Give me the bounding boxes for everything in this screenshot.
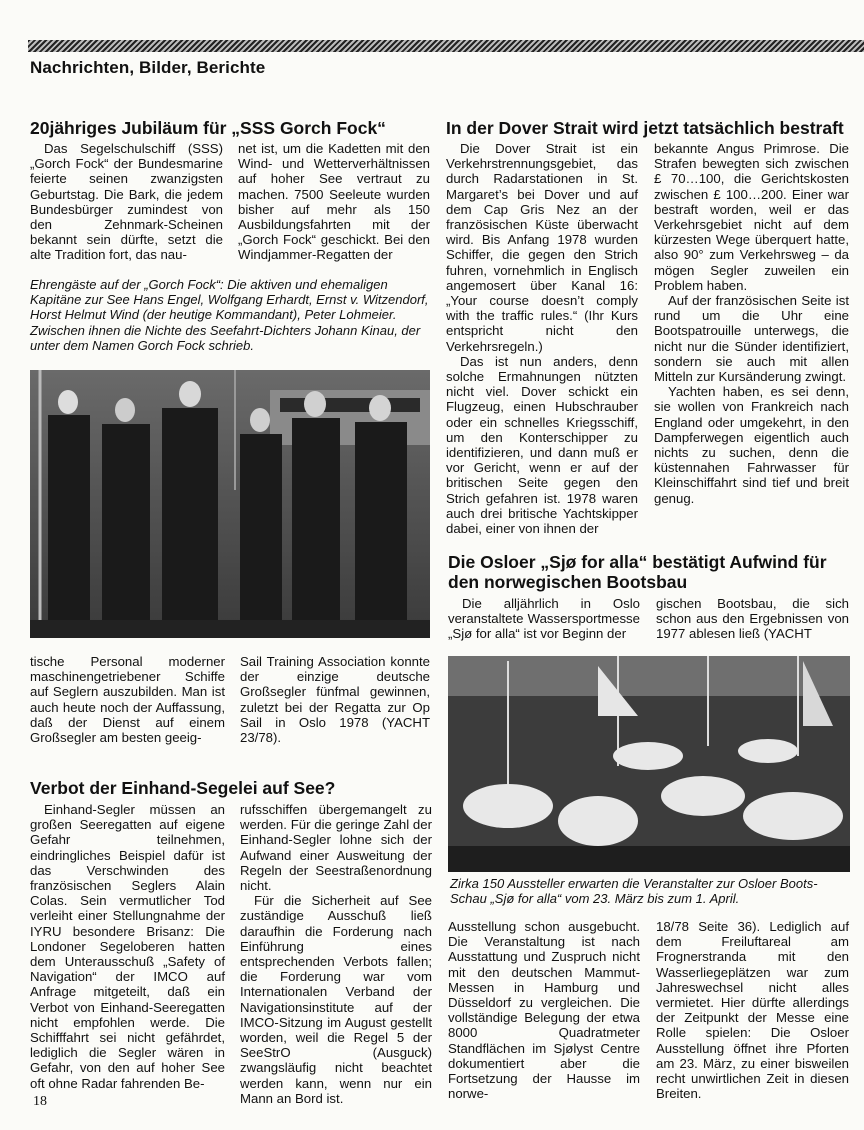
paragraph: Das ist nun anders, denn solche Ermahnungen nützten nicht viel. Dover schickt ein Flugzeug, einen Hubschrauber oder ein schnelles Kriegsschiff, um den Konterschipper zu identifizieren, und dann muß er vor Gericht, wenn er auf der britischen Seite gegen den Strich gefahren ist. 1978 waren auch drei britische Yachtskipper dabei, einer von ihnen der	[446, 353, 638, 537]
gorch-fock-col1-cont	[30, 654, 225, 745]
group-photo-illustration	[30, 370, 430, 638]
headline-einhand: Verbot der Einhand-Segelei auf See?	[30, 778, 336, 798]
oslo-col1-cont	[448, 919, 640, 1101]
boat-show-illustration	[448, 656, 850, 872]
paragraph: Yachten haben, es sei denn, sie wollen von Frankreich nach England oder umgekehrt, in den Dampferwegen eigentlich auch nichts zu suchen, denn die küstennahen Fahrwasser für Kleinschiffahrt sind tief und breit genug.	[654, 384, 849, 506]
gorch-fock-col2-cont	[240, 654, 430, 745]
page-number: 18	[33, 1094, 47, 1109]
oslo-photo	[448, 656, 850, 872]
gorch-fock-col2	[238, 141, 430, 263]
oslo-col1	[448, 596, 640, 642]
paragraph: Auf der französischen Seite ist rund um die Uhr eine Bootspatrouille unterwegs, die nicht nur die Sünder identifiziert, sondern sie auch mit allen Mitteln zur Kursänderung zwingt.	[654, 293, 849, 385]
paragraph: gischen Bootsbau, die sich schon aus den Ergebnissen von 1977 ablesen ließ (YACHT	[656, 596, 849, 642]
einhand-col2	[240, 802, 432, 1106]
dover-col1	[446, 141, 638, 536]
paragraph: Sail Training Association konnte der einzige deutsche Großsegler fünfmal gewinnen, zuletzt bei der Regatta zur Op Sail in Oslo 1978 (YACHT 23/78).	[240, 654, 430, 746]
dover-col2	[654, 141, 849, 506]
headline-gorch-fock: 20jähriges Jubiläum für „SSS Gorch Fock“	[30, 118, 386, 138]
section-title: Nachrichten, Bilder, Berichte	[30, 58, 266, 77]
header-rule	[28, 40, 864, 52]
einhand-col1	[30, 802, 225, 1091]
oslo-col2	[656, 596, 849, 642]
gorch-fock-caption: Ehrengäste auf der „Gorch Fock“: Die aktiven und ehemaligen Kapitäne zur See Hans Engel, Wolfgang Erhardt, Ernst v. Witzendorf, Horst Helmut Wind (der heutige Kommandant), Peter Lohmeier. Zwischen ihnen die Nichte des Seefahrt-Dichters Johann Kinau, der unter dem Namen Gorch Fock schrieb.	[30, 277, 429, 353]
paragraph: rufsschiffen übergemangelt zu werden. Für die geringe Zahl der Einhand-Segler lohne sich der Aufwand einer Ausweitung der Regeln der Seestraßenordnung nicht.	[240, 802, 432, 894]
paragraph: Einhand-Segler müssen an großen Seeregatten auf eigene Gefahr teilnehmen, eindringliches Beispiel dafür ist das Verschwinden des französischen Seglers Alain Colas. Sein vermutlicher Tod verleiht einer Stellungnahme der IYRU besondere Brisanz: Die Londoner Segeloberen hatten dem Unterausschuß „Safety of Navigation“ der IMCO auf Anfrage mitgeteilt, daß ein Verbot von Einhand-Seeregatten nicht empfohlen werde. Die Schifffahrt sei nicht gefährdet, lediglich die Segler wären in Gefahr, von den auf hoher See oft ohne Radar fahrenden Be-	[30, 802, 225, 1091]
paragraph: Die alljährlich in Oslo veranstaltete Wassersportmesse „Sjø for alla“ ist vor Beginn der	[448, 596, 640, 642]
oslo-caption: Zirka 150 Aussteller erwarten die Veranstalter zur Osloer Boots-Schau „Sjø for alla“ vom 23. März bis zum 1. April.	[450, 876, 818, 907]
gorch-fock-photo	[30, 370, 430, 638]
paragraph: Für die Sicherheit auf See zuständige Ausschuß ließ daraufhin die Forderung nach Einführung eines entsprechenden Verbots fallen; die Forderung war vom Internationalen Verband der Navigationsinstitute auf der IMCO-Sitzung im August gestellt worden, weil die Regel 5 der SeeStrO (Ausguck) zwangsläufig nicht beachtet werden kann, wenn nur ein Mann an Bord ist.	[240, 893, 432, 1106]
oslo-col2-cont	[656, 919, 849, 1101]
paragraph: 18/78 Seite 36). Lediglich auf dem Freiluftareal am Frognerstranda mit den Wasserliegeplätzen war zum Jahreswechsel nicht alles vermietet. Hier dürfte allerdings der Zeitpunkt der Messe eine Rolle spielen: Die Osloer Ausstellung öffnet ihre Pforten am 23. März, zu einer bisweilen recht unwirtlichen Zeit in diesen Breiten.	[656, 919, 849, 1102]
headline-dover: In der Dover Strait wird jetzt tatsächlich bestraft	[446, 118, 844, 138]
paragraph: tische Personal moderner maschinengetriebener Schiffe auf Seglern auszubilden. Man ist auch heute noch der Auffassung, daß der Dienst auf einem Großsegler am besten geeig-	[30, 654, 225, 746]
headline-oslo: Die Osloer „Sjø for alla“ bestätigt Aufwind für den norwegischen Bootsbau	[448, 552, 827, 592]
gorch-fock-col1	[30, 141, 223, 263]
paragraph: Das Segelschulschiff (SSS) „Gorch Fock“ der Bundesmarine feierte seinen zwanzigsten Geburtstag. Die Bark, die jedem Bundesbürger zumindest von den Zehnmark-Scheinen bekannt sein dürfte, setzt die alte Tradition fort, das nau-	[30, 141, 223, 263]
paragraph: Ausstellung schon ausgebucht. Die Veranstaltung ist nach Ausstattung und Zuspruch nicht mit den deutschen Mammut-Messen in Hamburg und Düsseldorf zu vergleichen. Die vollständige Belegung der etwa 8000 Quadratmeter Standflächen im Sjølyst Centre dokumentiert aber die Fortsetzung der Hausse im norwe-	[448, 919, 640, 1102]
paragraph: Die Dover Strait ist ein Verkehrstrennungsgebiet, das durch Radarstationen in St. Margaret’s bei Dover und auf dem Cap Gris Nez an der französischen Küste überwacht wird. Bis Anfang 1978 wurden Schiffer, die gegen den Strich fuhren, vornehmlich in Englisch angemosert über Kanal 16: „Your course doesn’t comply with the traffic rules.“ (Ihr Kurs entspricht nicht den Verkehrsregeln.)	[446, 141, 638, 354]
paragraph: net ist, um die Kadetten mit den Wind- und Wetterverhältnissen auf hoher See vertraut zu machen. 7500 Seeleute wurden bisher auf mehr als 150 Ausbildungsfahrten mit der „Gorch Fock“ geschickt. Bei den Windjammer-Regatten der	[238, 141, 430, 263]
paragraph: bekannte Angus Primrose. Die Strafen bewegten sich zwischen £ 70…100, die Gerichtskosten zwischen £ 100…200. Einer war bestraft worden, weil er das Verkehrsgebiet nicht auf dem kürzesten Wege überquert hatte, also 90° zum Verkehrsweg – da mögen Segler zuweilen ein Problem haben.	[654, 141, 849, 293]
